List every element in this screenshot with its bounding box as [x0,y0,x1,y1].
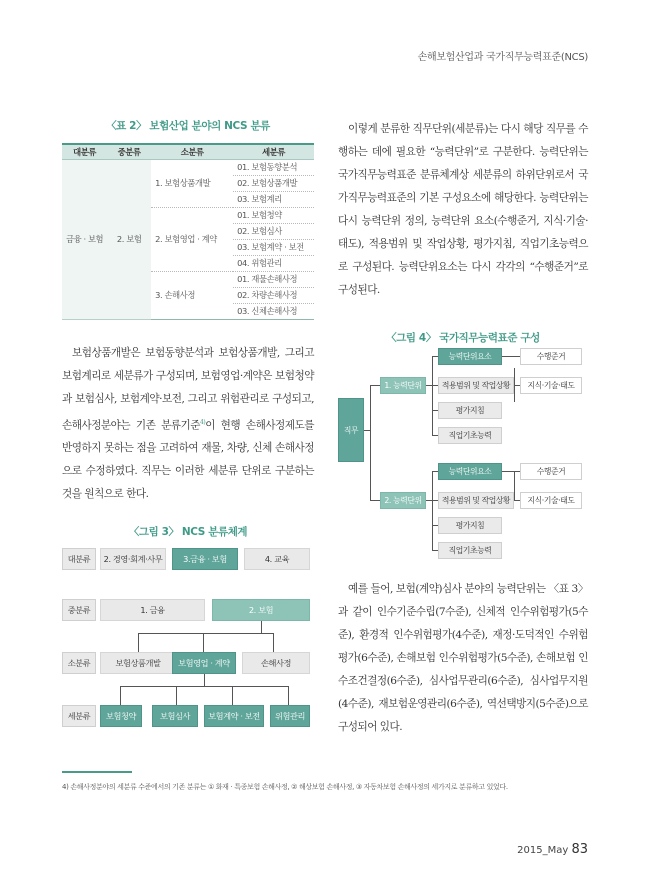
middle-item-selected: 2. 보험 [212,599,310,621]
detail-cell: 02. 보험상품개발 [233,175,314,191]
component-evaluation: 평가지침 [438,517,502,534]
row-label-major: 대분류 [62,548,96,570]
footnote: 4) 손해사정분야의 세분류 수준에서의 기존 분류는 ① 화재 · 특종보험 손해사정, ② 해상보험 손해사정, ③ 자동차보험 손해사정의 세가지로 분류하고 있었다. [62,783,508,791]
row-label-minor: 소분류 [62,652,96,674]
minor-item-selected: 보험영업 · 계약 [172,652,236,674]
component-element: 능력단위요소 [438,348,502,365]
table-header-cell: 대분류 [62,144,107,159]
detail-cell: 03. 신체손해사정 [233,303,314,319]
table-header-cell: 소분류 [151,144,233,159]
major-item: 4. 교육 [244,548,310,570]
left-body-paragraph: 보험상품개발은 보험동향분석과 보험상품개발, 그리고 보험계리로 세분류가 구성되며, 보험영업·계약은 보험청약과 보험심사, 보험계약·보전, 그리고 위험관리로 구성되고, 손해사정분야는 기존 분류기준$^{4)}$이 현행 손해사정제도를 반영하지 못하는 점을 고려하여 재물, 차량, 신체 손해사정으로 수정하였다. 직무는 이러한 세분류 단위로 구분하는 것을 원칙으로 한다. [62,346,314,501]
ability-unit-2: 2. 능력단위 [380,492,426,509]
connector [138,633,139,652]
major-cell: 금융 · 보험 [62,159,107,319]
detail-item: 위험관리 [270,705,310,727]
page-footer: 2015_May 83 [517,842,588,857]
detail-item: 보험청약 [100,705,142,727]
table-header-row [62,144,314,159]
connector [138,633,273,634]
component-element: 능력단위요소 [438,463,502,480]
connector [120,686,288,687]
major-item-selected: 3.금융 · 보험 [172,548,238,570]
minor-item: 손해사정 [242,652,310,674]
detail-item: 보험계약 · 보전 [204,705,264,727]
connector [370,385,380,386]
connector [514,471,515,500]
detail-cell: 04. 위험관리 [233,255,314,271]
component-scope: 적용범위 및 작업상황 [438,492,514,509]
table-header-cell: 중분류 [107,144,151,159]
connector [203,633,204,652]
knowledge-skill-attitude: 지식·기술·태도 [520,377,582,394]
detail-cell: 01. 재물손해사정 [233,271,314,287]
row-label-detail: 세분류 [62,705,96,727]
table-row [62,159,314,175]
performance-criteria: 수행준거 [520,463,582,480]
minor-cell: 3. 손해사정 [151,271,233,319]
right-body-paragraph-2: 예를 들어, 보험(계약)심사 분야의 능력단위는 〈표 3〉과 같이 인수기준수립(7수준), 신체적 인수위험평가(5수준), 환경적 인수위험평가(4수준), 재정·도덕적인 수위험평가(6수준), 손해보험 인수위험평가(5수준), 손해보험 인수조건결정(6수준), 심사업무관리(6수준), 심사업무지원(4수준), 재보험운영관리(6수준), 역선택방지(5수준)으로 구성되어 있다. [338,583,588,733]
footnote-rule [62,771,132,773]
figure3-ncs-hierarchy [62,524,314,739]
table2-caption: 〈표 2〉 보험산업 분야의 NCS 분류 [106,120,270,132]
middle-item: 1. 금융 [100,599,205,621]
major-item: 2. 경영·회계·사무 [100,548,166,570]
connector [261,621,262,633]
component-basic-ability: 직업기초능력 [438,427,502,444]
connector [432,471,433,550]
connector [502,471,520,472]
middle-cell: 2. 보험 [107,159,151,319]
performance-criteria: 수행준거 [520,348,582,365]
table-header-cell: 세분류 [233,144,314,159]
connector [288,686,289,705]
detail-cell: 03. 보험계약 · 보전 [233,239,314,255]
detail-item: 보험심사 [152,705,198,727]
row-label-middle: 중분류 [62,599,96,621]
connector [370,385,371,500]
minor-cell: 1. 보험상품개발 [151,159,233,207]
root-job: 직무 [338,398,364,462]
knowledge-skill-attitude: 지식·기술·태도 [520,492,582,509]
detail-cell: 03. 보험계리 [233,191,314,207]
detail-cell: 01. 보험청약 [233,207,314,223]
connector [502,356,514,357]
running-header: 손해보험산업과 국가직무능력표준(NCS) [417,52,588,63]
detail-cell: 02. 보험심사 [233,223,314,239]
detail-cell: 01. 보험동향분석 [233,159,314,175]
ability-unit-1: 1. 능력단위 [380,377,426,394]
connector [204,674,205,686]
figure3-caption: 〈그림 3〉 NCS 분류체계 [128,526,248,538]
component-basic-ability: 직업기초능력 [438,542,502,559]
connector [370,500,380,501]
ncs-classification-table [62,143,314,320]
component-scope: 적용범위 및 작업상황 [438,377,514,394]
right-column [338,118,588,345]
connector [232,686,233,705]
footnote-ref: 4) [200,418,206,426]
page-number: 83 [571,842,588,857]
right-body-paragraph-1: 이렇게 분류한 직무단위(세분류)는 다시 해당 직무를 수행하는 데에 필요한 “능력단위”로 구분한다. 능력단위는 국가직무능력표준 분류체계상 세분류의 하위단위로서 국가직무능력표준의 기본 구성요소에 해당한다. 능력단위는 다시 능력단위 정의, 능력단위 요소(수행준거, 지식·기술·태도), 적용범위 및 작업상황, 평가지침, 직업기초능력으로 구성된다. 능력단위요소는 다시 각각의 “수행준거”로 구성된다. [338,123,588,296]
figure4-caption: 〈그림 4〉 국가직무능력표준 구성 [386,332,540,344]
component-evaluation: 평가지침 [438,402,502,419]
minor-cell: 2. 보험영업 · 계약 [151,207,233,271]
connector [176,686,177,705]
connector [432,356,433,435]
connector [273,633,274,652]
connector [120,686,121,705]
left-column [62,118,314,506]
detail-cell: 02. 차량손해사정 [233,287,314,303]
minor-item: 보험상품개발 [100,652,176,674]
figure4-ncs-structure [338,330,588,560]
